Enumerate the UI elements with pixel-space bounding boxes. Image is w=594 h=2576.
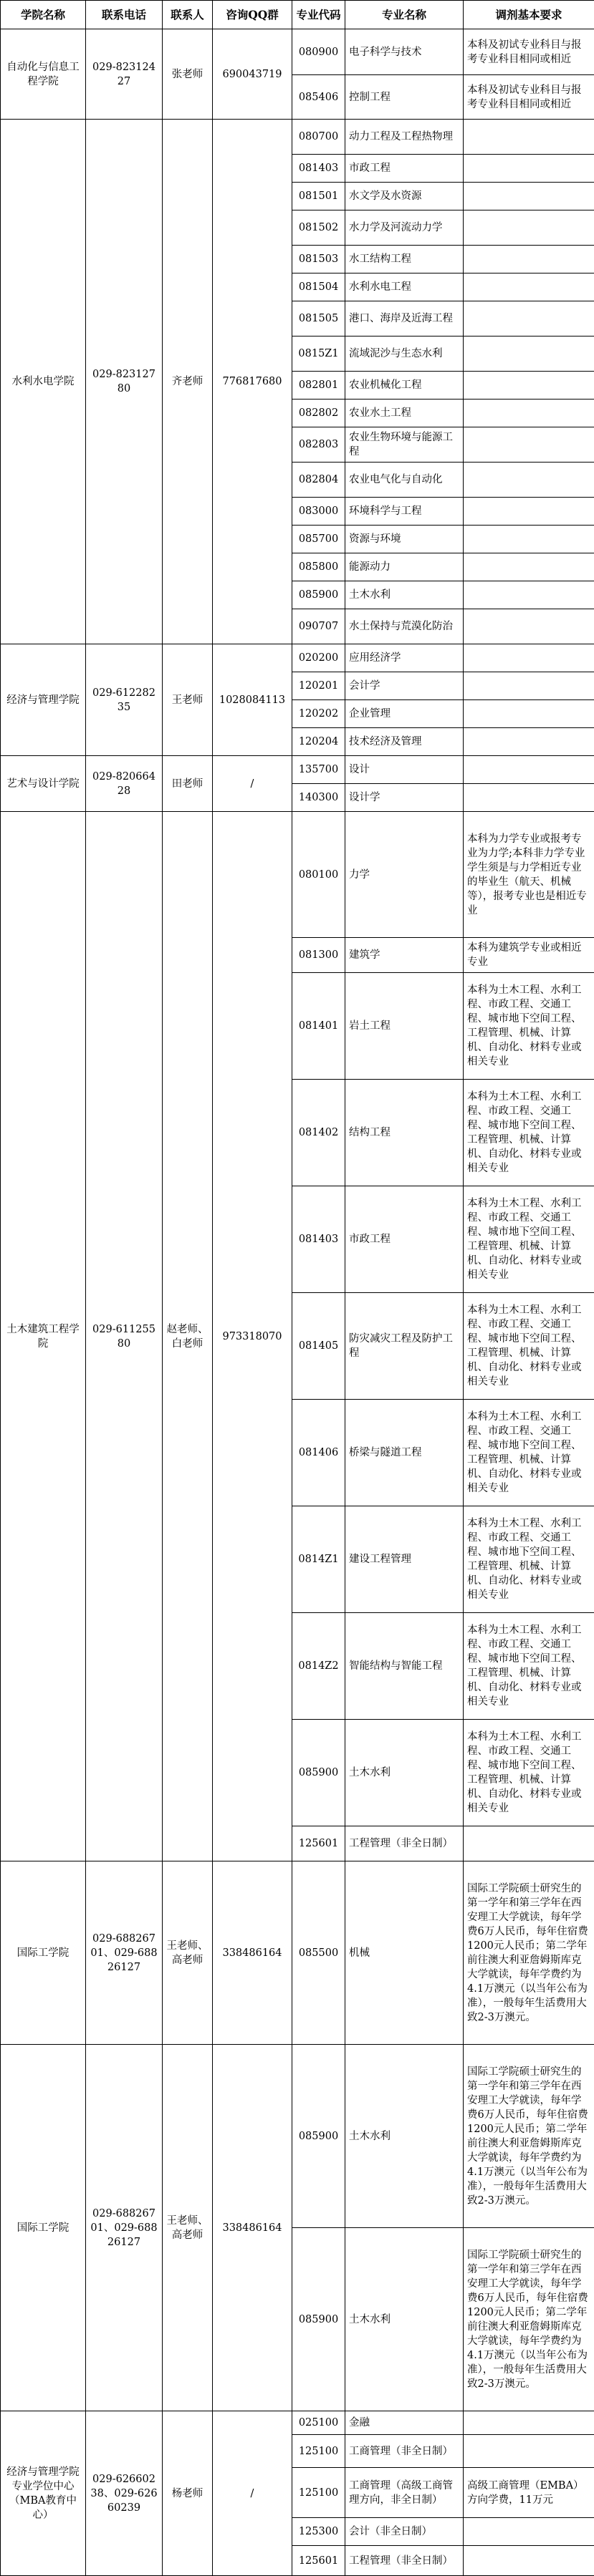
adjustment-requirement [464, 784, 594, 812]
contact-phone: 029-82312427 [86, 29, 163, 120]
contact-phone: 029-68826701、029-68826127 [86, 2045, 163, 2411]
adjustment-requirement [464, 2435, 594, 2468]
college-name: 自动化与信息工程学院 [1, 29, 86, 120]
major-name: 工程管理（非全日制） [345, 2546, 464, 2576]
major-code: 0815Z1 [292, 336, 345, 372]
college-name: 国际工学院 [1, 2045, 86, 2411]
adjustment-requirement: 本科为土木工程、水利工程、市政工程、交通工程、城市地下空间工程、工程管理、机械、计算机、自动化、材料专业或相关专业 [464, 1400, 594, 1506]
qq-group: 973318070 [213, 812, 292, 1861]
major-code: 085500 [292, 1861, 345, 2045]
adjustment-requirement [464, 372, 594, 400]
major-code: 125100 [292, 2468, 345, 2518]
major-code: 080700 [292, 120, 345, 155]
major-name: 建设工程管理 [345, 1506, 464, 1613]
college-name: 水利水电学院 [1, 120, 86, 644]
header-code: 专业代码 [292, 1, 345, 29]
major-code: 085900 [292, 1720, 345, 1826]
major-code: 090707 [292, 609, 345, 644]
adjustment-requirement [464, 210, 594, 246]
adjustment-requirement [464, 756, 594, 784]
major-name: 流域泥沙与生态水利 [345, 336, 464, 372]
adjustment-requirement [464, 2518, 594, 2546]
header-contact: 联系人 [163, 1, 213, 29]
major-code: 081503 [292, 246, 345, 273]
major-code: 085900 [292, 2228, 345, 2411]
college-name: 国际工学院 [1, 1861, 86, 2045]
major-name: 环境科学与工程 [345, 498, 464, 526]
adjustment-requirement: 本科为土木工程、水利工程、市政工程、交通工程、城市地下空间工程、工程管理、机械、计算机、自动化、材料专业或相关专业 [464, 1186, 594, 1293]
adjustment-requirement [464, 526, 594, 553]
major-name: 设计学 [345, 784, 464, 812]
header-phone: 联系电话 [86, 1, 163, 29]
major-code: 081403 [292, 155, 345, 183]
major-code: 135700 [292, 756, 345, 784]
adjustment-requirement: 本科及初试专业科目与报考专业科目相同或相近 [464, 29, 594, 75]
major-name: 结构工程 [345, 1080, 464, 1186]
table-row [1, 29, 594, 75]
contact-phone: 029-82312780 [86, 120, 163, 644]
major-name: 水利水电工程 [345, 273, 464, 301]
major-code: 085900 [292, 581, 345, 609]
major-name: 应用经济学 [345, 644, 464, 672]
major-name: 动力工程及工程热物理 [345, 120, 464, 155]
major-code: 081403 [292, 1186, 345, 1293]
adjustment-requirement: 本科为力学专业或报考专业为力学;本科非力学专业学生须是与力学相近专业的毕业生（航天、机械等），报考专业也是相近专业 [464, 812, 594, 938]
major-name: 市政工程 [345, 155, 464, 183]
major-code: 083000 [292, 498, 345, 526]
contact-person: 王老师、高老师 [163, 1861, 213, 2045]
qq-group: 690043719 [213, 29, 292, 120]
major-code: 020200 [292, 644, 345, 672]
major-name: 土木水利 [345, 581, 464, 609]
major-name: 农业生物环境与能源工程 [345, 427, 464, 463]
adjustment-requirement [464, 400, 594, 427]
major-code: 120204 [292, 728, 345, 756]
adjustment-requirement [464, 155, 594, 183]
major-name: 农业电气化与自动化 [345, 463, 464, 498]
adjustment-requirement [464, 336, 594, 372]
major-name: 土木水利 [345, 2228, 464, 2411]
college-name: 经济与管理学院专业学位中心（MBA教育中心） [1, 2411, 86, 2576]
major-name: 会计学 [345, 672, 464, 700]
adjustment-requirement [464, 273, 594, 301]
major-name: 建筑学 [345, 938, 464, 973]
adjustment-requirement [464, 246, 594, 273]
table-row [1, 2411, 594, 2435]
major-name: 防灾减灾工程及防护工程 [345, 1293, 464, 1400]
major-name: 技术经济及管理 [345, 728, 464, 756]
adjustment-requirement [464, 427, 594, 463]
qq-group: / [213, 2411, 292, 2576]
adjustment-requirement [464, 301, 594, 336]
adjustment-requirement: 本科为土木工程、水利工程、市政工程、交通工程、城市地下空间工程、工程管理、机械、计算机、自动化、材料专业或相关专业 [464, 973, 594, 1080]
adjustment-requirement: 国际工学院硕士研究生的第一学年和第三学年在西安理工大学就读，每年学费6万人民币，每年住宿费1200元人民币；第二学年前往澳大利亚詹姆斯库克大学就读，每年学费约为4.1万澳元（以当年公布为准），一般每年生活费用大致2-3万澳元。 [464, 1861, 594, 2045]
major-name: 桥梁与隧道工程 [345, 1400, 464, 1506]
major-code: 081401 [292, 973, 345, 1080]
major-code: 081501 [292, 183, 345, 210]
header-college: 学院名称 [1, 1, 86, 29]
adjustment-requirement: 高级工商管理（EMBA）方向学费，11万元 [464, 2468, 594, 2518]
major-code: 125100 [292, 2435, 345, 2468]
major-code: 082804 [292, 463, 345, 498]
major-name: 水文学及水资源 [345, 183, 464, 210]
contact-person: 王老师 [163, 644, 213, 756]
major-name: 土木水利 [345, 1720, 464, 1826]
qq-group: 776817680 [213, 120, 292, 644]
major-name: 电子科学与技术 [345, 29, 464, 75]
major-name: 控制工程 [345, 75, 464, 120]
table-row [1, 644, 594, 672]
major-code: 125601 [292, 1826, 345, 1861]
adjustment-requirement: 本科为土木工程、水利工程、市政工程、交通工程、城市地下空间工程、工程管理、机械、计算机、自动化、材料专业或相关专业 [464, 1720, 594, 1826]
adjustment-requirement [464, 1826, 594, 1861]
major-name: 企业管理 [345, 700, 464, 728]
major-name: 水工结构工程 [345, 246, 464, 273]
major-code: 080900 [292, 29, 345, 75]
major-code: 081502 [292, 210, 345, 246]
major-name: 农业水土工程 [345, 400, 464, 427]
contact-person: 齐老师 [163, 120, 213, 644]
major-name: 农业机械化工程 [345, 372, 464, 400]
college-name: 经济与管理学院 [1, 644, 86, 756]
major-name: 港口、海岸及近海工程 [345, 301, 464, 336]
contact-person: 张老师 [163, 29, 213, 120]
major-name: 岩土工程 [345, 973, 464, 1080]
contact-phone: 029-82066428 [86, 756, 163, 812]
adjustment-requirement: 本科为土木工程、水利工程、市政工程、交通工程、城市地下空间工程、工程管理、机械、计算机、自动化、材料专业或相关专业 [464, 1613, 594, 1720]
header-qq: 咨询QQ群 [213, 1, 292, 29]
major-name: 工商管理（高级工商管理方向，非全日制） [345, 2468, 464, 2518]
adjustment-requirement [464, 463, 594, 498]
contact-phone: 029-61125580 [86, 812, 163, 1861]
header-major: 专业名称 [345, 1, 464, 29]
major-name: 机械 [345, 1861, 464, 2045]
adjustment-requirement: 本科为建筑学专业或相近专业 [464, 938, 594, 973]
adjustment-requirement: 本科为土木工程、水利工程、市政工程、交通工程、城市地下空间工程、工程管理、机械、计算机、自动化、材料专业或相关专业 [464, 1080, 594, 1186]
contact-phone: 029-68826701、029-68826127 [86, 1861, 163, 2045]
college-name: 土木建筑工程学院 [1, 812, 86, 1861]
qq-group: 1028084113 [213, 644, 292, 756]
adjustment-requirement [464, 644, 594, 672]
major-name: 工商管理（非全日制） [345, 2435, 464, 2468]
adjustment-requirement: 国际工学院硕士研究生的第一学年和第三学年在西安理工大学就读，每年学费6万人民币，每年住宿费1200元人民币；第二学年前往澳大利亚詹姆斯库克大学就读，每年学费约为4.1万澳元（以当年公布为准），一般每年生活费用大致2-3万澳元。 [464, 2228, 594, 2411]
qq-group: 338486164 [213, 2045, 292, 2411]
qq-group: / [213, 756, 292, 812]
major-code: 081505 [292, 301, 345, 336]
major-name: 设计 [345, 756, 464, 784]
major-code: 120202 [292, 700, 345, 728]
major-name: 水土保持与荒漠化防治 [345, 609, 464, 644]
major-code: 081406 [292, 1400, 345, 1506]
major-code: 085406 [292, 75, 345, 120]
major-code: 025100 [292, 2411, 345, 2435]
major-name: 工程管理（非全日制） [345, 1826, 464, 1861]
adjustment-requirement [464, 553, 594, 581]
adjustment-requirement: 本科及初试专业科目与报考专业科目相同或相近 [464, 75, 594, 120]
adjustment-requirement [464, 581, 594, 609]
adjustment-requirement [464, 183, 594, 210]
header-requirement: 调剂基本要求 [464, 1, 594, 29]
major-code: 081405 [292, 1293, 345, 1400]
major-code: 082803 [292, 427, 345, 463]
header-row [1, 1, 594, 29]
contact-person: 杨老师 [163, 2411, 213, 2576]
major-name: 智能结构与智能工程 [345, 1613, 464, 1720]
major-code: 125601 [292, 2546, 345, 2576]
major-name: 金融 [345, 2411, 464, 2435]
table-row [1, 812, 594, 938]
major-code: 085800 [292, 553, 345, 581]
table-body [1, 29, 594, 2576]
major-name: 力学 [345, 812, 464, 938]
major-code: 085900 [292, 2045, 345, 2228]
table-row [1, 756, 594, 784]
major-code: 0814Z1 [292, 1506, 345, 1613]
major-name: 水力学及河流动力学 [345, 210, 464, 246]
adjustment-requirement [464, 700, 594, 728]
major-code: 080100 [292, 812, 345, 938]
adjustment-requirement [464, 2546, 594, 2576]
major-name: 资源与环境 [345, 526, 464, 553]
contact-person: 田老师 [163, 756, 213, 812]
qq-group: 338486164 [213, 1861, 292, 2045]
adjustment-requirement [464, 498, 594, 526]
major-code: 081504 [292, 273, 345, 301]
adjustment-requirement [464, 672, 594, 700]
contact-person: 赵老师、白老师 [163, 812, 213, 1861]
major-code: 082801 [292, 372, 345, 400]
major-code: 120201 [292, 672, 345, 700]
major-name: 土木水利 [345, 2045, 464, 2228]
major-name: 会计（非全日制） [345, 2518, 464, 2546]
contact-phone: 029-62660238、029-62660239 [86, 2411, 163, 2576]
major-code: 082802 [292, 400, 345, 427]
table-row [1, 2045, 594, 2228]
major-code: 140300 [292, 784, 345, 812]
adjustment-requirement [464, 609, 594, 644]
adjustment-requirement: 本科为土木工程、水利工程、市政工程、交通工程、城市地下空间工程、工程管理、机械、计算机、自动化、材料专业或相关专业 [464, 1293, 594, 1400]
table-row [1, 120, 594, 155]
adjustment-requirement: 本科为土木工程、水利工程、市政工程、交通工程、城市地下空间工程、工程管理、机械、计算机、自动化、材料专业或相关专业 [464, 1506, 594, 1613]
adjustment-requirement: 国际工学院硕士研究生的第一学年和第三学年在西安理工大学就读，每年学费6万人民币，每年住宿费1200元人民币；第二学年前往澳大利亚詹姆斯库克大学就读，每年学费约为4.1万澳元（以当年公布为准），一般每年生活费用大致2-3万澳元。 [464, 2045, 594, 2228]
major-code: 081300 [292, 938, 345, 973]
adjustment-requirement [464, 120, 594, 155]
major-code: 081402 [292, 1080, 345, 1186]
adjustment-requirement [464, 2411, 594, 2435]
major-code: 125300 [292, 2518, 345, 2546]
contact-phone: 029-61228235 [86, 644, 163, 756]
college-name: 艺术与设计学院 [1, 756, 86, 812]
table-row [1, 1861, 594, 2045]
adjustment-requirement [464, 728, 594, 756]
contact-person: 王老师、高老师 [163, 2045, 213, 2411]
major-name: 市政工程 [345, 1186, 464, 1293]
major-name: 能源动力 [345, 553, 464, 581]
major-code: 0814Z2 [292, 1613, 345, 1720]
major-code: 085700 [292, 526, 345, 553]
